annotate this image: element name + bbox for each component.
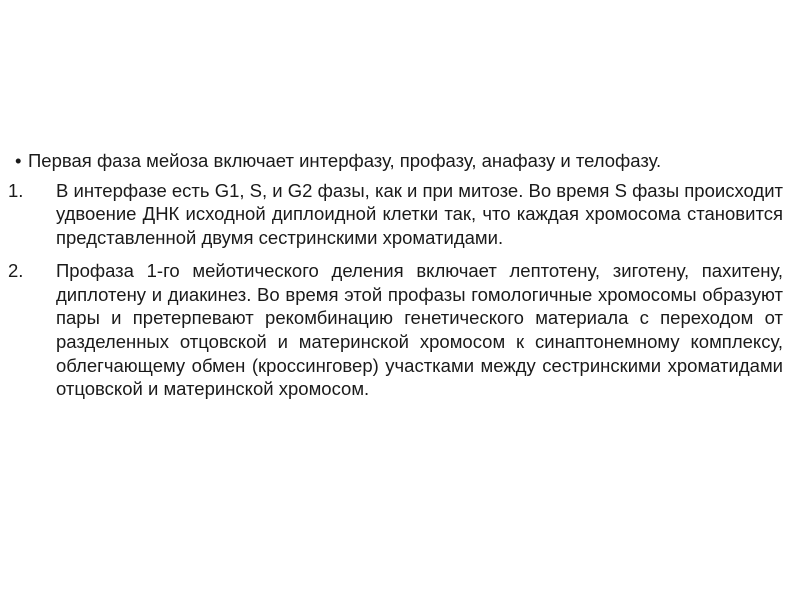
bullet-item [8,149,783,173]
item-text: В интерфазе есть G1, S, и G2 фазы, как и при митозе. Во время S фазы происходит удвоение ДНК исходной диплоидной клетки так, что каждая хромосома становится представленной двумя сестринскими хроматидами. [56,179,783,249]
slide-content [8,149,783,410]
numbered-item-1 [8,179,783,250]
item-number: 1. [8,179,24,201]
numbered-item-2 [8,259,783,401]
bullet-text: Первая фаза мейоза включает интерфазу, профазу, анафазу и телофазу. [28,150,662,171]
item-text: Профаза 1-го мейотического деления включает лептотену, зиготену, пахитену, диплотену и диакинез. Во время этой профазы гомологичные хромосомы образуют пары и претерпевают рекомбинацию генетического материала с переходом от разделенных отцовской и материнской хромосом к синаптонемному комплексу, облегчающему обмен (кроссинговер) участками между сестринскими хроматидами отцовской и материнской хромосом. [56,259,783,400]
bullet-marker: • [15,150,22,171]
item-number: 2. [8,259,24,281]
